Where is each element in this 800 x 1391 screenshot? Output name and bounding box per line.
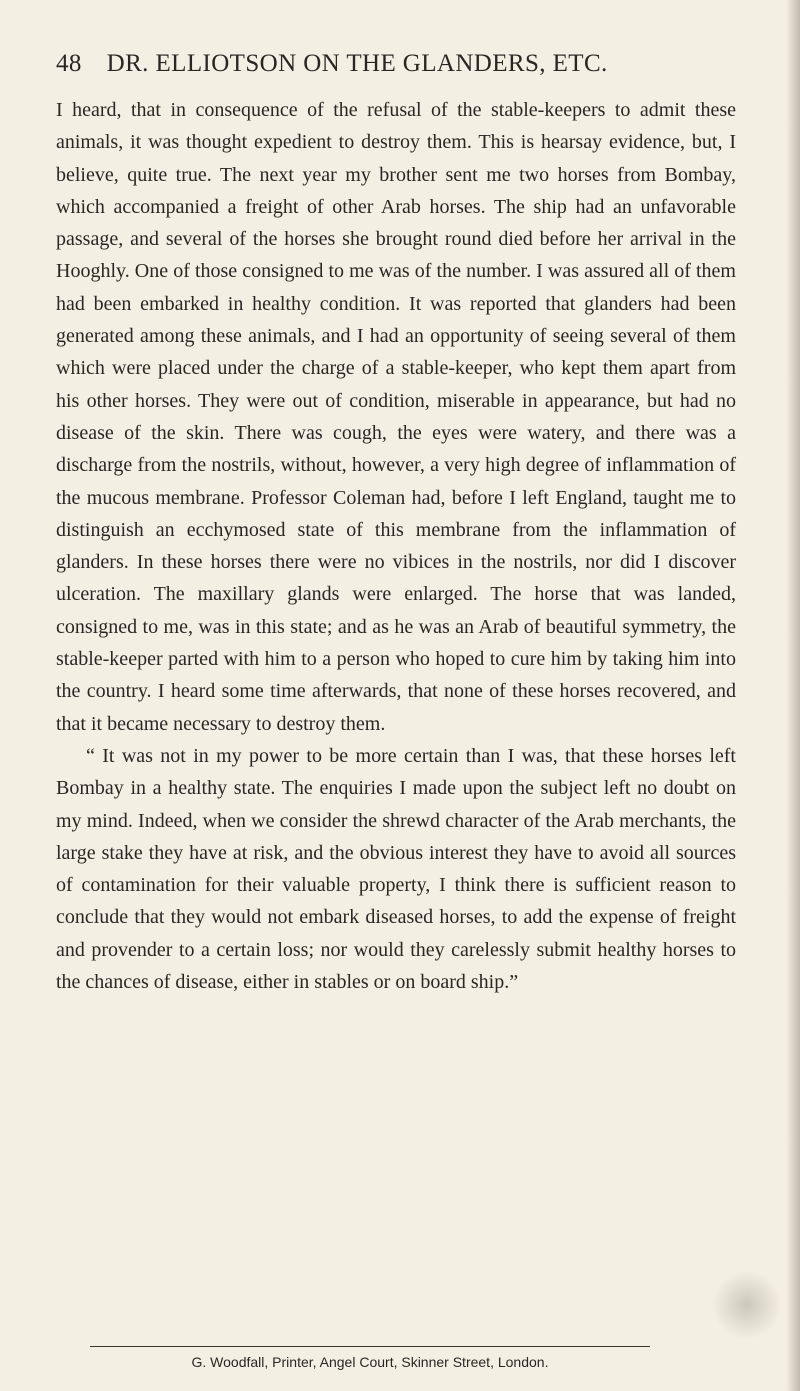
running-head — [56, 44, 746, 84]
paragraph-2: “ It was not in my power to be more certain than I was, that these horses left Bombay in a healthy state. The enquiries I made upon the subject left no doubt on my mind. Indeed, when we consider the shrewd character of the Arab merchants, the large stake they have at risk, and the obvious interest they have to avoid all sources of contamination for their valuable property, I think there is sufficient reason to conclude that they would not embark diseased horses, to add the expense of freight and provender to a certain loss; nor would they carelessly submit healthy horses to the chances of disease, either in stables or on board ship.” — [56, 744, 736, 994]
page-edge-shadow — [786, 0, 800, 1391]
page-number: 48 — [56, 50, 82, 77]
running-title: DR. ELLIOTSON ON THE GLANDERS, ETC. — [106, 50, 608, 77]
paragraph-1: I heard, that in consequence of the refusal of the stable-keepers to admit these animals, it was thought expedient to destroy them. This is hearsay evidence, but, I believe, quite true. The next year my brother sent me two horses from Bombay, which accompanied a freight of other Arab horses. The ship had an unfavorable passage, and several of the horses she brought round died before her arrival in the Hooghly. One of those consigned to me was of the number. I was assured all of them had been embarked in healthy condition. It was reported that glanders had been generated among these animals, and I had an opportunity of seeing several of them which were placed under the charge of a stable-keeper, who kept them apart from his other horses. They were out of condition, miserable in appearance, but had no disease of the skin. There was cough, the eyes were watery, and there was a discharge from the nostrils, without, however, a very high degree of inflammation of the mucous membrane. Professor Coleman had, before I left England, taught me to distinguish an ecchymosed state of this membrane from the inflammation of glanders. In these horses there were no vibices in the nostrils, nor did I discover ulceration. The maxillary glands were enlarged. The horse that was landed, consigned to me, was in this state; and as he was an Arab of beautiful symmetry, the stable-keeper parted with him to a person who hoped to cure him by taking him into the country. I heard some time afterwards, that none of these horses recovered, and that it became necessary to destroy them. — [56, 99, 736, 735]
body-text — [56, 94, 736, 998]
paper-stain — [712, 1270, 782, 1340]
printer-imprint: G. Woodfall, Printer, Angel Court, Skinner Street, London. — [90, 1346, 650, 1371]
